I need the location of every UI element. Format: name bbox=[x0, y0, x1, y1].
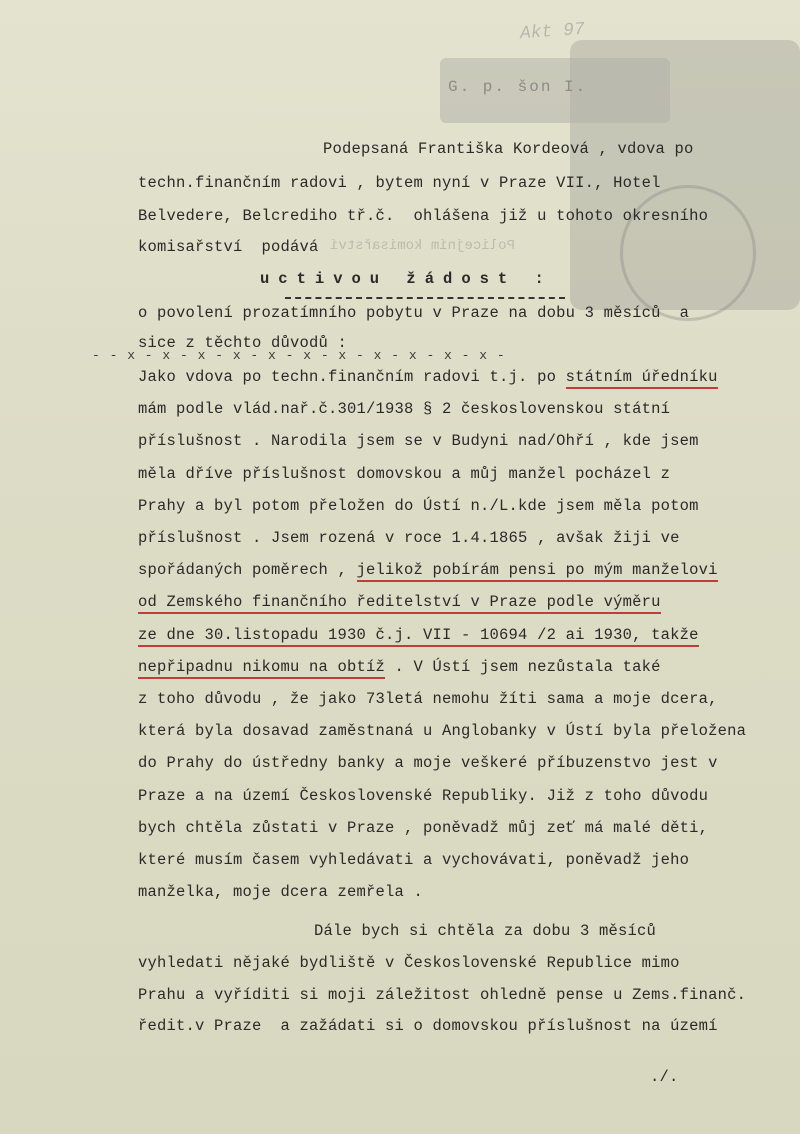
body-line-text: které musím časem vyhledávati a vychovávati, poněvadž jeho bbox=[138, 851, 690, 869]
body-line-text: příslušnost . Jsem rozená v roce 1.4.1865 , avšak žiji ve bbox=[138, 529, 680, 547]
body-line bbox=[138, 722, 746, 740]
body-line-text: spořádaných poměrech , bbox=[138, 561, 357, 579]
body-line bbox=[138, 593, 661, 611]
body-line-text: Jako vdova po techn.finančním radovi t.j. po bbox=[138, 368, 566, 386]
para3-line-3: Prahu a vyříditi si moji záležitost ohledně pense u Zems.finanč. bbox=[138, 986, 747, 1004]
body-line bbox=[138, 529, 680, 547]
body-line bbox=[138, 626, 699, 644]
para1-line-4: komisařství podává bbox=[138, 238, 319, 256]
heading: uctivou žádost : bbox=[260, 270, 553, 288]
para1-line-2: techn.finančním radovi , bytem nyní v Praze VII., Hotel bbox=[138, 174, 661, 192]
body-line-text: Praze a na území Československé Republiky. Již z toho důvodu bbox=[138, 787, 709, 805]
separator-line: - - x - x - x - x - x - x - x - x - x - x - x - bbox=[92, 348, 506, 363]
body-line bbox=[138, 658, 661, 676]
body-line-text: z toho důvodu , že jako 73letá nemohu žíti sama a moje dcera, bbox=[138, 690, 718, 708]
para3-line-1: Dále bych si chtěla za dobu 3 měsíců bbox=[314, 922, 657, 940]
underlined-text: od Zemského finančního ředitelství v Praze podle výměru bbox=[138, 593, 661, 614]
body-line bbox=[138, 883, 423, 901]
para3-line-2: vyhledati nějaké bydliště v Československé Republice mimo bbox=[138, 954, 680, 972]
bleed-through-text: Policejním komisařství bbox=[330, 238, 515, 254]
body-line-text: měla dříve příslušnost domovskou a můj manžel pocházel z bbox=[138, 465, 671, 483]
body-line-text: bych chtěla zůstati v Praze , poněvadž můj zeť má malé děti, bbox=[138, 819, 709, 837]
underlined-text: nepřipadnu nikomu na obtíž bbox=[138, 658, 385, 679]
para2-line-2: sice z těchto důvodů : bbox=[138, 334, 348, 352]
body-line bbox=[138, 368, 718, 386]
underlined-text: ze dne 30.listopadu 1930 č.j. VII - 10694 /2 ai 1930, takže bbox=[138, 626, 699, 647]
para1-line-1: Podepsaná Františka Kordeová , vdova po bbox=[323, 140, 694, 158]
body-line bbox=[138, 787, 708, 805]
body-line bbox=[138, 561, 718, 579]
stamp-text: G. p. šon I. bbox=[448, 78, 588, 96]
body-line bbox=[138, 690, 718, 708]
body-line bbox=[138, 432, 699, 450]
body-line-text: která byla dosavad zaměstnaná u Anglobanky v Ústí byla přeložena bbox=[138, 722, 747, 740]
body-line-text: Prahy a byl potom přeložen do Ústí n./L.kde jsem měla potom bbox=[138, 497, 699, 515]
body-line-text: do Prahy do ústředny banky a moje veškeré příbuzenstvo jest v bbox=[138, 754, 718, 772]
body-line-text: mám podle vlád.nař.č.301/1938 § 2 československou státní bbox=[138, 400, 671, 418]
pencil-note: Akt 97 bbox=[519, 19, 586, 45]
para1-line-3: Belvedere, Belcrediho tř.č. ohlášena již u tohoto okresního bbox=[138, 207, 709, 225]
body-line-text: . V Ústí jsem nezůstala také bbox=[385, 658, 661, 676]
body-line-text: příslušnost . Narodila jsem se v Budyni nad/Ohří , kde jsem bbox=[138, 432, 699, 450]
underlined-text: státním úředníku bbox=[566, 368, 718, 389]
body-line bbox=[138, 819, 708, 837]
body-line bbox=[138, 754, 718, 772]
body-line-text: manželka, moje dcera zemřela . bbox=[138, 883, 424, 901]
body-line bbox=[138, 400, 670, 418]
underlined-text: jelikož pobírám pensi po mým manželovi bbox=[357, 561, 718, 582]
para2-line-1: o povolení prozatímního pobytu v Praze na dobu 3 měsíců a bbox=[138, 304, 690, 322]
para3-line-4: ředit.v Praze a zažádati si o domovskou příslušnost na území bbox=[138, 1017, 718, 1035]
round-stamp bbox=[620, 185, 756, 321]
body-line bbox=[138, 497, 699, 515]
body-line bbox=[138, 465, 670, 483]
page-continuation-mark: ./. bbox=[650, 1068, 679, 1086]
body-line bbox=[138, 851, 689, 869]
heading-underline bbox=[285, 297, 565, 299]
